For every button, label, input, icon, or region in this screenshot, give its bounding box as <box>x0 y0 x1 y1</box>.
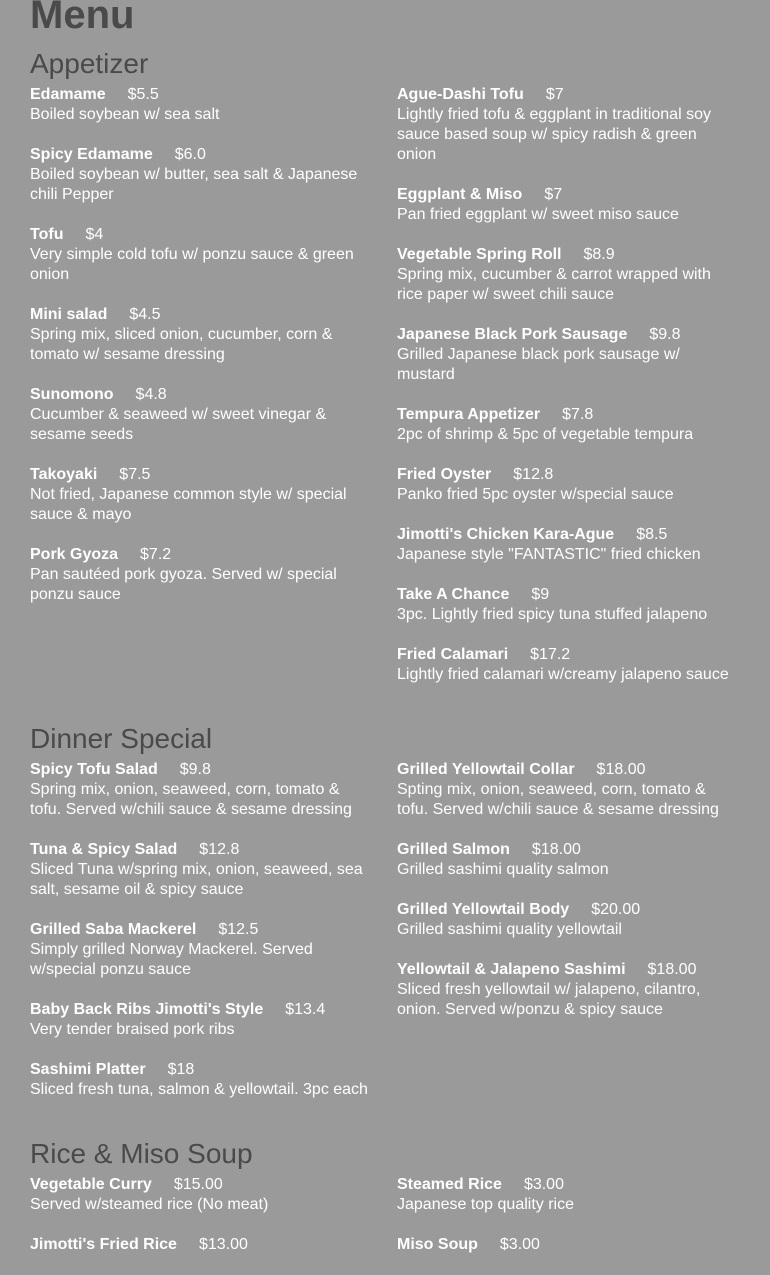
section-title: Appetizer <box>30 48 149 79</box>
menu-item <box>397 1175 740 1215</box>
menu-item <box>30 225 370 285</box>
menu-item-price: $17.2 <box>530 646 571 663</box>
menu-item-price: $4.8 <box>135 386 167 403</box>
menu-item <box>30 1175 370 1215</box>
menu-item-description: Pan fried eggplant w/ sweet miso sauce <box>397 206 679 223</box>
menu-item-price: $7.5 <box>119 466 151 483</box>
menu-item-description: 2pc of shrimp & 5pc of vegetable tempura <box>397 426 694 443</box>
menu-item-name: Grilled Saba Mackerel <box>30 921 197 938</box>
menu-item-price: $18 <box>167 1061 195 1078</box>
menu-item-description: Japanese top quality rice <box>397 1196 574 1213</box>
menu-column-right <box>397 85 740 705</box>
menu-item-header <box>30 225 370 245</box>
menu-item-price: $6.0 <box>174 146 206 163</box>
menu-item-name: Vegetable Curry <box>30 1176 152 1193</box>
menu-item-header <box>30 840 370 860</box>
menu-item-header <box>397 525 740 545</box>
menu-item <box>397 840 740 880</box>
menu-item-name: Eggplant & Miso <box>397 186 523 203</box>
menu-item <box>397 245 740 305</box>
menu-item-price: $7.8 <box>562 406 594 423</box>
section-appetizer <box>30 48 740 683</box>
section-title: Dinner Special <box>30 723 213 754</box>
menu-item <box>397 465 740 505</box>
menu-item-header <box>30 1060 370 1080</box>
menu-item-name: Pork Gyoza <box>30 546 119 563</box>
menu-item-header <box>30 145 370 165</box>
menu-item <box>397 1235 740 1255</box>
menu-item-price: $7 <box>544 186 563 203</box>
menu-item-description: Very tender braised pork ribs <box>30 1021 235 1038</box>
menu-item-header <box>30 1175 370 1195</box>
menu-item-description: Spring mix, cucumber & carrot wrapped with rice paper w/ sweet chili sauce <box>397 266 711 303</box>
menu-item-description: Very simple cold tofu w/ ponzu sauce & green onion <box>30 246 354 283</box>
menu-item-description: Spting mix, onion, seaweed, corn, tomato & tofu. Served w/chili sauce & sesame dressing <box>397 781 719 818</box>
menu-item <box>30 920 370 980</box>
menu-item-price: $8.5 <box>636 526 668 543</box>
menu-item-header <box>397 1175 740 1195</box>
menu-item-price: $12.8 <box>513 466 554 483</box>
menu-item-header <box>397 900 740 920</box>
menu-item <box>30 545 370 605</box>
menu-item-description: Sliced fresh tuna, salmon & yellowtail. 3pc each <box>30 1081 368 1098</box>
menu-item-name: Tempura Appetizer <box>397 406 541 423</box>
menu-item-price: $15.00 <box>173 1176 223 1193</box>
section-title: Rice & Miso Soup <box>30 1138 253 1169</box>
menu-item-description: Grilled sashimi quality salmon <box>397 861 609 878</box>
menu-item-name: Baby Back Ribs Jimotti's Style <box>30 1001 264 1018</box>
menu-item <box>397 900 740 940</box>
menu-item-header <box>397 645 740 665</box>
menu-item-price: $20.00 <box>591 901 641 918</box>
menu-item-price: $18.00 <box>531 841 581 858</box>
menu-item-description: Panko fried 5pc oyster w/special sauce <box>397 486 674 503</box>
menu-item-header <box>397 1235 740 1255</box>
menu-item-header <box>30 920 370 940</box>
menu-item-price: $13.4 <box>285 1001 326 1018</box>
menu-column-right <box>397 1175 740 1275</box>
menu-item-name: Sashimi Platter <box>30 1061 146 1078</box>
menu-item <box>397 325 740 385</box>
menu-item-header <box>30 465 370 485</box>
menu-item-price: $12.5 <box>218 921 259 938</box>
menu-item-name: Mini salad <box>30 306 108 323</box>
menu-item-description: Not fried, Japanese common style w/ special sauce & mayo <box>30 486 347 523</box>
menu-item-header <box>397 960 740 980</box>
menu-item-name: Ague-Dashi Tofu <box>397 86 524 103</box>
menu-item-description: Japanese style "FANTASTIC" fried chicken <box>397 546 701 563</box>
menu-item-price: $8.9 <box>583 246 615 263</box>
menu-item <box>397 525 740 565</box>
menu-item-name: Jimotti's Fried Rice <box>30 1236 177 1253</box>
menu-item-price: $9 <box>531 586 550 603</box>
menu-item-price: $9.8 <box>649 326 681 343</box>
menu-item-description: Lightly fried calamari w/creamy jalapeno sauce <box>397 666 729 683</box>
menu-item <box>397 405 740 445</box>
menu-item-price: $5.5 <box>127 86 159 103</box>
menu-item-header <box>397 85 740 105</box>
menu-item-description: Pan sautéed pork gyoza. Served w/ special ponzu sauce <box>30 566 337 603</box>
menu-item-price: $9.8 <box>179 761 211 778</box>
menu-item <box>30 760 370 820</box>
section-rice-miso <box>30 1138 740 1253</box>
menu-item <box>30 1235 370 1255</box>
menu-item-header <box>397 245 740 265</box>
menu-item-price: $3.00 <box>499 1236 540 1253</box>
menu-column-left <box>30 760 370 1120</box>
menu-item-name: Japanese Black Pork Sausage <box>397 326 628 343</box>
menu-item-name: Grilled Salmon <box>397 841 510 858</box>
menu-item-header <box>397 405 740 425</box>
menu-item-description: Simply grilled Norway Mackerel. Served w/special ponzu sauce <box>30 941 313 978</box>
menu-item-name: Grilled Yellowtail Body <box>397 901 570 918</box>
menu-item-header <box>397 760 740 780</box>
menu-item <box>397 585 740 625</box>
menu-item-description: Lightly fried tofu & eggplant in traditional soy sauce based soup w/ spicy radish & green onion <box>397 106 711 163</box>
menu-item-name: Tuna & Spicy Salad <box>30 841 178 858</box>
menu-item-header <box>30 1235 370 1255</box>
menu-item-name: Takoyaki <box>30 466 98 483</box>
menu-item <box>397 85 740 165</box>
menu-item-name: Jimotti's Chicken Kara-Ague <box>397 526 615 543</box>
menu-item <box>397 185 740 225</box>
menu-item-price: $18.00 <box>647 961 697 978</box>
menu-item-header <box>397 185 740 205</box>
menu-item-description: Spring mix, sliced onion, cucumber, corn & tomato w/ sesame dressing <box>30 326 333 363</box>
menu-item-name: Take A Chance <box>397 586 510 603</box>
menu-item-price: $13.00 <box>198 1236 248 1253</box>
menu-item <box>30 385 370 445</box>
menu-item-name: Yellowtail & Jalapeno Sashimi <box>397 961 626 978</box>
menu-item-name: Tofu <box>30 226 64 243</box>
menu-item-header <box>30 1000 370 1020</box>
menu-item <box>397 645 740 685</box>
menu-item-description: Spring mix, onion, seaweed, corn, tomato & tofu. Served w/chili sauce & sesame dressing <box>30 781 352 818</box>
section-dinner-special <box>30 723 740 1098</box>
menu-item-name: Edamame <box>30 86 106 103</box>
menu-item-price: $4 <box>85 226 104 243</box>
menu-item-header <box>397 840 740 860</box>
menu-item <box>397 760 740 820</box>
menu-item-name: Steamed Rice <box>397 1176 502 1193</box>
menu-item <box>30 1060 370 1100</box>
menu-item <box>30 85 370 125</box>
menu-item-name: Fried Calamari <box>397 646 509 663</box>
menu-item <box>30 840 370 900</box>
menu-item-price: $7 <box>545 86 564 103</box>
menu-column-left <box>30 1175 370 1275</box>
menu-item-name: Spicy Edamame <box>30 146 153 163</box>
menu-item-name: Grilled Yellowtail Collar <box>397 761 575 778</box>
menu-item-description: Boiled soybean w/ sea salt <box>30 106 220 123</box>
menu-item-header <box>30 760 370 780</box>
menu-item <box>397 960 740 1020</box>
menu-item-header <box>30 385 370 405</box>
menu-item-description: 3pc. Lightly fried spicy tuna stuffed jalapeno <box>397 606 708 623</box>
menu-item-description: Boiled soybean w/ butter, sea salt & Japanese chili Pepper <box>30 166 358 203</box>
menu-item-description: Cucumber & seaweed w/ sweet vinegar & sesame seeds <box>30 406 327 443</box>
menu-item-price: $4.5 <box>129 306 161 323</box>
page-title: Menu <box>30 0 135 37</box>
menu-item-description: Grilled sashimi quality yellowtail <box>397 921 622 938</box>
menu-item <box>30 465 370 525</box>
menu-item-price: $12.8 <box>199 841 240 858</box>
menu-item-header <box>397 585 740 605</box>
menu-column-right <box>397 760 740 1040</box>
menu-item-price: $18.00 <box>596 761 646 778</box>
menu-item-name: Vegetable Spring Roll <box>397 246 562 263</box>
menu-item-description: Served w/steamed rice (No meat) <box>30 1196 269 1213</box>
menu-item-price: $3.00 <box>523 1176 564 1193</box>
menu-item-description: Sliced Tuna w/spring mix, onion, seaweed, sea salt, sesame oil & spicy sauce <box>30 861 363 898</box>
menu-item-price: $7.2 <box>140 546 172 563</box>
menu-column-left <box>30 85 370 625</box>
menu-item-header <box>397 465 740 485</box>
menu-item-description: Sliced fresh yellowtail w/ jalapeno, cilantro, onion. Served w/ponzu & spicy sauce <box>397 981 701 1018</box>
menu-item-name: Spicy Tofu Salad <box>30 761 158 778</box>
menu-item-name: Miso Soup <box>397 1236 478 1253</box>
menu-item <box>30 1000 370 1040</box>
menu-item-header <box>397 325 740 345</box>
menu-item-name: Sunomono <box>30 386 114 403</box>
menu-item-name: Fried Oyster <box>397 466 492 483</box>
menu-item <box>30 145 370 205</box>
menu-item-header <box>30 85 370 105</box>
menu-item-header <box>30 305 370 325</box>
menu-item <box>30 305 370 365</box>
menu-item-description: Grilled Japanese black pork sausage w/ mustard <box>397 346 680 383</box>
menu-item-header <box>30 545 370 565</box>
